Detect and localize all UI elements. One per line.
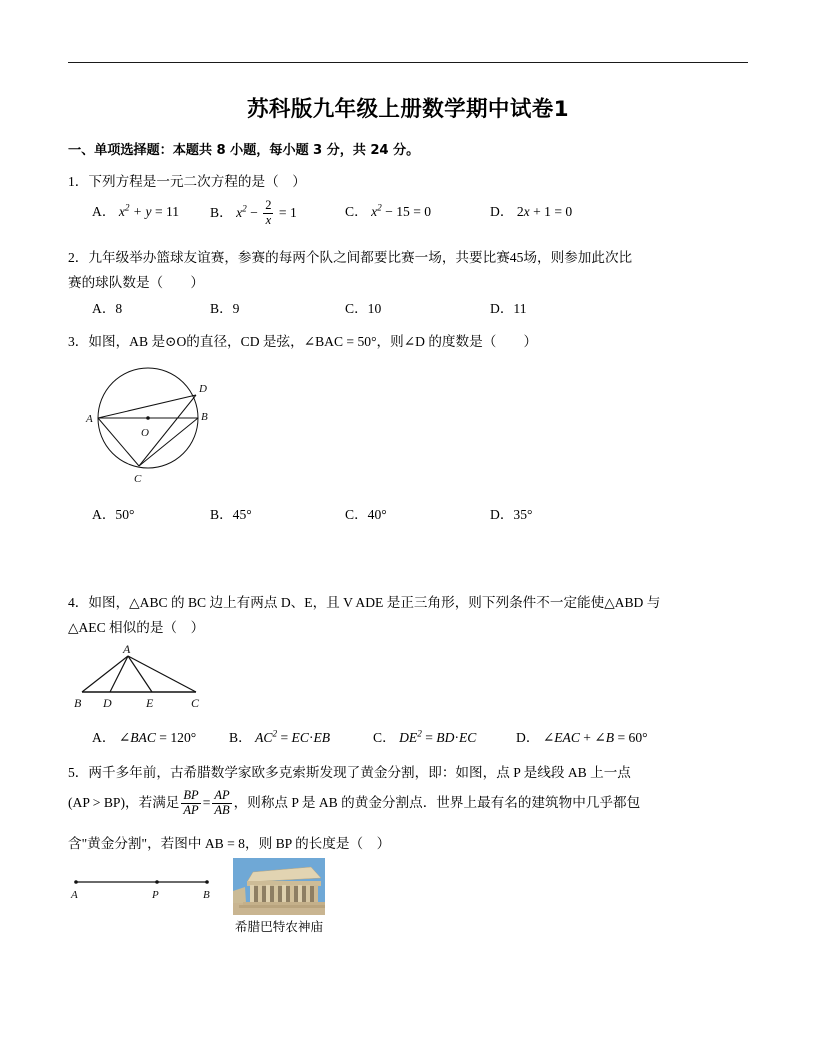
option-math: 50°	[115, 507, 135, 522]
question-4-option-d[interactable]	[516, 726, 648, 746]
option-math: 40°	[367, 507, 387, 522]
option-label: B．	[210, 507, 233, 522]
question-4-text-line2: △AEC 相似的是（ ）	[68, 620, 205, 635]
question-3-options	[92, 503, 792, 529]
fraction-numerator: BP	[183, 788, 199, 802]
question-1-options	[92, 200, 792, 234]
question-5-segment-figure	[66, 872, 226, 913]
option-math: 45°	[232, 507, 252, 522]
question-1-text: 下列方程是一元二次方程的是（ ）	[88, 174, 306, 189]
option-label: A．	[92, 507, 116, 522]
question-1-option-b[interactable]	[210, 200, 297, 228]
option-math: $DE^2 = BD\cdot EC$	[399, 728, 477, 745]
header-divider	[68, 62, 748, 63]
fraction-denominator: AP	[183, 802, 199, 817]
question-5-stem-line2	[68, 790, 758, 818]
circle-label-O: O	[141, 427, 149, 439]
question-5-text-line2b: ，则称点 P 是 AB 的黄金分割点．世界上最有名的建筑物中几乎都包	[233, 795, 641, 811]
question-3-option-a[interactable]	[92, 503, 134, 523]
question-4-text-line1: 如图，△ABC 的 BC 边上有两点 D、E，且 V ADE 是正三角形，则下列条件不一定能使△ABD 与	[88, 595, 661, 610]
option-label: D．	[490, 301, 514, 316]
triangle-label-C: C	[191, 696, 200, 710]
option-label: B．	[210, 301, 233, 316]
circle-label-B: B	[201, 411, 208, 423]
fraction-denominator: AB	[214, 802, 230, 817]
option-math: $x^2 + y = 11$	[118, 202, 180, 219]
question-4-option-b[interactable]	[229, 726, 330, 746]
ratio-bp-ap	[181, 789, 200, 817]
question-3-option-c[interactable]	[345, 503, 387, 523]
option-math: 2x + 1 = 0	[516, 204, 573, 219]
question-4-stem	[68, 590, 758, 615]
triangle-diagram	[66, 642, 231, 712]
question-1-stem	[68, 169, 758, 194]
triangle-label-A: A	[123, 642, 131, 656]
question-1-number: 1．	[68, 174, 89, 189]
option-label: B．	[210, 205, 233, 221]
ratio-ap-ab	[212, 789, 231, 817]
option-label: A．	[92, 301, 116, 316]
parthenon-photo	[233, 858, 325, 915]
option-math: ∠BAC = 120°	[118, 730, 197, 745]
option-label: C．	[345, 301, 368, 316]
option-label: A．	[92, 204, 116, 219]
option-label: C．	[345, 204, 368, 219]
parthenon-illustration	[233, 858, 325, 915]
option-label: C．	[373, 730, 396, 745]
question-5-text-line3: 含"黄金分割"，若图中 AB = 8，则 BP 的长度是（ ）	[68, 836, 391, 851]
circle-label-A: A	[86, 413, 93, 425]
question-2-number: 2．	[68, 250, 89, 265]
triangle-label-E: E	[146, 696, 154, 710]
option-math: $AC^2 = EC\cdot EB$	[255, 728, 331, 745]
question-3-text: 如图，AB 是⊙O的直径，CD 是弦，∠BAC = 50°，则∠D 的度数是（ ）	[88, 334, 538, 349]
circle-diagram	[70, 360, 230, 505]
question-3-stem	[68, 329, 758, 354]
option-math: 11	[513, 301, 527, 316]
option-label: C．	[345, 507, 368, 522]
option-math: 10	[367, 301, 382, 316]
question-3-option-d[interactable]	[490, 503, 532, 523]
question-5-stem-line3	[68, 831, 758, 856]
circle-label-D: D	[199, 383, 207, 395]
question-3-figure	[70, 360, 230, 510]
question-3-number: 3．	[68, 334, 89, 349]
question-5-text-line2a: (AP > BP)，若满足	[68, 795, 180, 811]
option-math: 9	[232, 301, 240, 316]
question-2-option-a[interactable]	[92, 297, 122, 317]
segment-label-A: A	[71, 889, 78, 901]
page-title: 苏科版九年级上册数学期中试卷1	[247, 97, 569, 122]
circle-label-C: C	[134, 473, 142, 485]
question-5-stem	[68, 760, 758, 785]
question-2-options	[92, 297, 792, 323]
photo-caption: 希腊巴特农神庙	[234, 920, 324, 934]
option-label: D．	[516, 730, 540, 745]
question-4-option-a[interactable]	[92, 726, 196, 746]
question-2-option-c[interactable]	[345, 297, 381, 317]
question-5-number: 5．	[68, 765, 89, 780]
question-2-option-b[interactable]	[210, 297, 239, 317]
option-math: $x^2$ − $\frac{2}{x}$ = 1	[236, 198, 297, 227]
segment-label-B: B	[203, 889, 210, 901]
option-label: D．	[490, 507, 514, 522]
option-math: 35°	[513, 507, 533, 522]
section-heading: 一、单项选择题：本题共 8 小题，每小题 3 分，共 24 分。	[68, 143, 420, 158]
segment-diagram	[66, 872, 226, 908]
fraction-numerator: AP	[214, 788, 230, 802]
question-2-stem	[68, 245, 758, 270]
question-4-number: 4．	[68, 595, 89, 610]
question-1-option-c[interactable]	[345, 200, 431, 220]
question-4-figure	[66, 642, 231, 717]
question-4-stem-cont	[68, 615, 758, 640]
question-1-option-a[interactable]	[92, 200, 179, 220]
option-math: 8	[115, 301, 123, 316]
question-5-text-line1: 两千多年前，古希腊数学家欧多克索斯发现了黄金分割，即：如图，点 P 是线段 AB 上一点	[88, 765, 631, 780]
triangle-label-B: B	[74, 696, 82, 710]
triangle-label-D: D	[103, 696, 112, 710]
question-2-stem-cont	[68, 270, 758, 295]
segment-label-P: P	[152, 889, 159, 901]
option-label: B．	[229, 730, 252, 745]
option-math: $x^2 - 15 = 0$	[371, 202, 432, 219]
question-2-option-d[interactable]	[490, 297, 527, 317]
equals-sign: =	[202, 795, 211, 811]
question-2-text-line2: 赛的球队数是（ ）	[68, 275, 204, 290]
question-2-text-line1: 九年级举办篮球友谊赛，参赛的每两个队之间都要比赛一场，共要比赛45场，则参加此次比	[88, 250, 633, 265]
option-label: D．	[490, 204, 514, 219]
question-4-options	[92, 726, 792, 752]
question-3-option-b[interactable]	[210, 503, 252, 523]
question-4-option-c[interactable]	[373, 726, 476, 746]
option-label: A．	[92, 730, 116, 745]
question-1-option-d[interactable]	[490, 200, 572, 220]
option-math: ∠EAC + ∠B = 60°	[542, 730, 648, 745]
